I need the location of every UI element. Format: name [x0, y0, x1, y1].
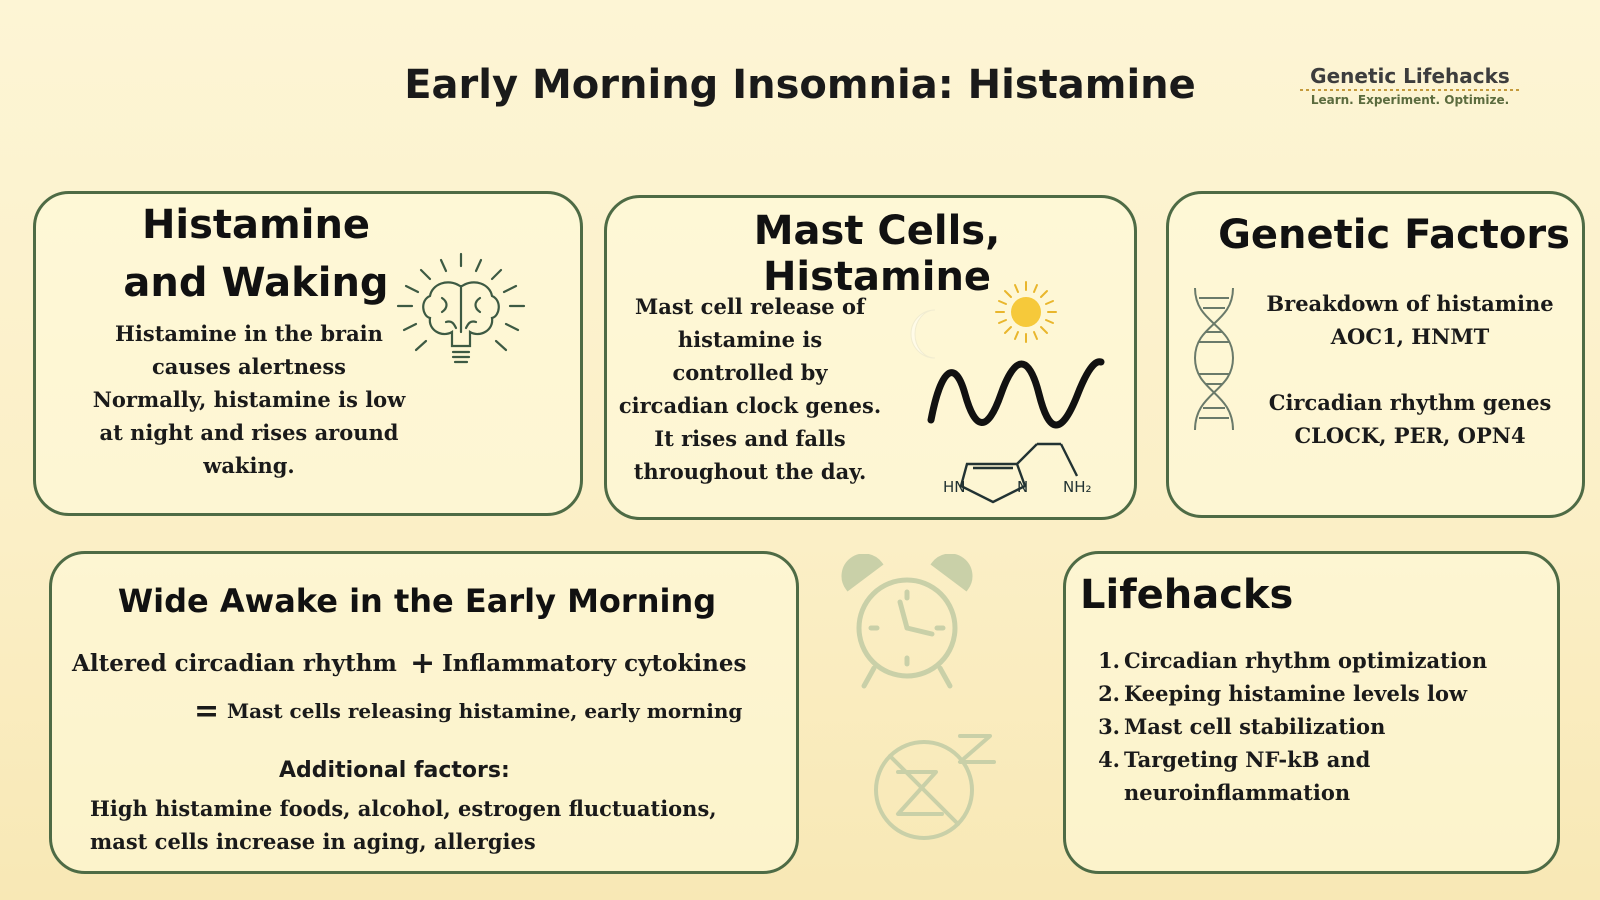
body-line: histamine is	[677, 327, 823, 352]
list-item	[1086, 677, 1514, 710]
equation-result: Mast cells releasing histamine, early morning	[227, 699, 743, 723]
wide-awake-card	[49, 551, 799, 874]
body-line: circadian clock genes.	[618, 393, 882, 418]
alarm-clock-icon	[840, 554, 974, 694]
body-line: Circadian rhythm genes	[1268, 390, 1552, 415]
brand-divider	[1300, 89, 1520, 91]
wave-icon	[925, 348, 1107, 440]
body-line: It rises and falls	[654, 426, 846, 451]
card-body-group	[1247, 386, 1573, 452]
body-line: AOC1, HNMT	[1330, 324, 1490, 349]
lifehacks-list	[1086, 644, 1514, 809]
list-text: Targeting NF-kB and neuroinflammation	[1124, 747, 1371, 805]
list-text: Mast cell stabilization	[1124, 714, 1386, 739]
brand-tagline: Learn. Experiment. Optimize.	[1310, 93, 1510, 107]
lifehacks-card	[1063, 551, 1560, 874]
term-circadian: Altered circadian rhythm	[72, 650, 397, 677]
lightbulb-brain-icon	[386, 246, 536, 386]
body-line: Histamine in the brain	[115, 321, 383, 346]
body-line: throughout the day.	[633, 459, 867, 484]
list-item	[1086, 743, 1514, 809]
card-body-group	[1247, 287, 1573, 353]
card-body	[615, 290, 885, 488]
card-title: Mast Cells, Histamine	[753, 208, 1001, 300]
card-title	[76, 196, 436, 312]
no-sleep-icon	[868, 730, 1008, 846]
molecule-label: NH₂	[1063, 478, 1092, 496]
body-line: Breakdown of histamine	[1266, 291, 1554, 316]
body-line: Mast cell release of	[634, 294, 865, 319]
list-item	[1086, 644, 1514, 677]
histamine-molecule-icon	[937, 434, 1107, 508]
dna-icon	[1181, 284, 1247, 434]
body-line: Normally, histamine is low	[92, 387, 406, 412]
list-number: 1.	[1098, 648, 1120, 673]
brand-name: Genetic Lifehacks	[1310, 64, 1510, 88]
card-title: Genetic Factors	[1218, 212, 1570, 258]
list-text: Circadian rhythm optimization	[1124, 648, 1488, 673]
list-item	[1086, 710, 1514, 743]
mast-cells-card	[604, 195, 1137, 520]
card-title: Lifehacks	[1080, 572, 1294, 618]
body-line: High histamine foods, alcohol, estrogen fluctuations,	[90, 796, 717, 821]
card-title-line: Histamine	[141, 202, 371, 248]
body-line: mast cells increase in aging, allergies	[90, 829, 536, 854]
genetic-factors-card	[1166, 191, 1585, 518]
card-title: Wide Awake in the Early Morning	[117, 582, 717, 620]
body-line: waking.	[203, 453, 295, 478]
card-body	[94, 317, 404, 482]
body-line: causes alertness	[152, 354, 346, 379]
body-line: at night and rises around	[99, 420, 399, 445]
molecule-label: N	[1017, 478, 1029, 496]
list-number: 4.	[1098, 747, 1120, 772]
additional-factors-heading: Additional factors:	[279, 758, 510, 783]
brand-logo[interactable]	[1290, 64, 1530, 107]
list-number: 2.	[1098, 681, 1120, 706]
plus-sign: +	[410, 646, 436, 681]
list-text: Keeping histamine levels low	[1124, 681, 1468, 706]
sun-icon	[992, 278, 1060, 346]
equals-sign: =	[194, 694, 220, 729]
page-title: Early Morning Insomnia: Histamine	[404, 62, 1196, 108]
list-number: 3.	[1098, 714, 1120, 739]
molecule-label: HN	[943, 478, 966, 496]
histamine-waking-card	[33, 191, 583, 516]
body-line: controlled by	[672, 360, 828, 385]
body-line: CLOCK, PER, OPN4	[1294, 423, 1526, 448]
card-title-line: and Waking	[123, 260, 389, 306]
additional-factors-body	[90, 792, 770, 858]
term-cytokines: Inflammatory cytokines	[442, 650, 747, 677]
